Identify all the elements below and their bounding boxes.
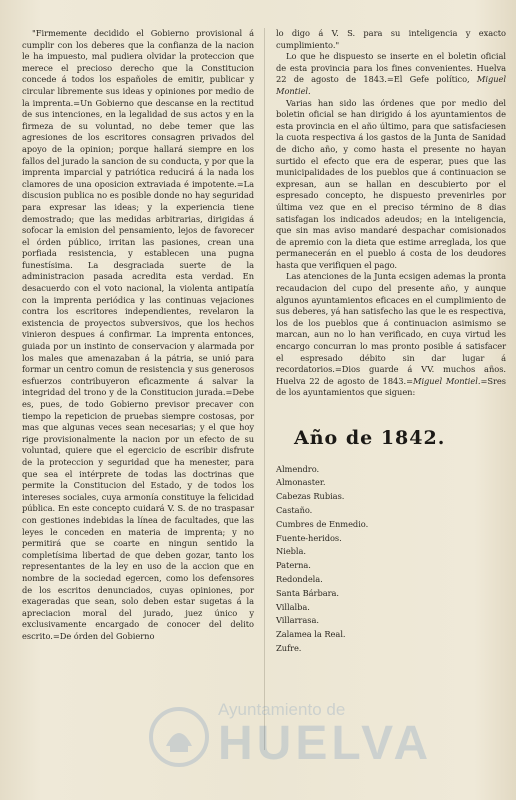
town-item: Zufre.: [276, 642, 302, 653]
town-item: Almendro.: [276, 463, 320, 474]
town-item: Cabezas Rubias.: [276, 491, 345, 502]
collection-notice-text: Las atenciones de la Junta ecsigen ademas la pronta recaudacion del cupo del presente año, y aunque algunos ayuntamientos eficaces en el cumplimiento de sus deberes, yá han satisfecho las que le es respectiva, los de los pueblos que á continuacion asimismo se marcan, aun no lo han verificado, en cuya virtud les encargo concurran lo mas pronto posible á satisfacer el espresado débito sin dar lugar á recordatorios.=Dios guarde á VV. muchos años. Huelva 22 de agosto de 1843.=: [276, 271, 506, 386]
column-divider: [264, 28, 265, 750]
town-item: Castaño.: [276, 504, 313, 515]
town-list: [276, 463, 506, 656]
publication-notice: [276, 51, 506, 97]
collection-notice-tail: =Sres de los ayuntamientos que siguen:: [276, 375, 506, 398]
closing-text: lo digo á V. S. para su inteligencia y exacto cumplimiento.": [276, 28, 506, 50]
city-crest-icon: [148, 706, 210, 768]
town-item: Villalba.: [276, 601, 310, 612]
town-item: Cumbres de Enmedio.: [276, 518, 369, 529]
town-item: Villarrasa.: [276, 615, 319, 626]
left-column: [22, 28, 254, 642]
watermark-main-text: HUELVA: [218, 717, 433, 770]
town-item: Almonaster.: [276, 477, 326, 488]
watermark-top-text: Ayuntamiento de: [218, 700, 346, 719]
watermark: [148, 700, 438, 780]
town-item: Redondela.: [276, 573, 323, 584]
town-item: Santa Bárbara.: [276, 587, 340, 598]
publication-notice-text: Lo que he dispuesto se inserte en el boletin oficial de esta provincia para los fines convenientes. Huelva 22 de agosto de 1843.=El Gefe político,: [276, 51, 506, 85]
health-board-notice: Varias han sido las órdenes que por medio del boletin oficial se han dirigido á los ayuntamientos de esta provincia en el año último, para que satisfaciesen la cuota respectiva á los gastos de la Junta de Sanidad de dicho año, y como hasta el presente no hayan surtido el efecto que era de esperar, pues que las municipalidades de los pueblos que á continuacion se expresan, aun se hallan en descubierto por el espresado concepto, he dispuesto prevenirles por última vez que en el preciso término de 8 dias satisfagan los indicados adeudos; en la inteligencia, que sin mas aviso mandaré despachar comisionados de apremio con la dieta que estime arreglada, los que permanecerán en el pueblo á costa de los deudores hasta que verifiquen el pago.: [276, 97, 506, 270]
town-item: Zalamea la Real.: [276, 629, 346, 640]
signature-name: Miguel Montiel.: [276, 74, 506, 96]
right-column: [276, 28, 506, 656]
year-heading: Año de 1842.: [294, 427, 446, 449]
town-item: Paterna.: [276, 560, 311, 571]
town-item: Niebla.: [276, 546, 307, 557]
town-item: Fuente-heridos.: [276, 532, 342, 543]
collection-notice: [276, 271, 506, 399]
left-column-paragraph: "Firmemente decidido el Gobierno provisional á cumplir con los deberes que la confianza de la nacion le ha impuesto, mal pudiera olvidar la proteccion que merece el precioso derecho que la Constitucion concede á todos los españoles de emitir, publicar y circular libremente sus ideas y opiniones por medio de la imprenta.=Un Gobierno que descanse en la rectitud de sus intenciones, en la legalidad de sus actos y en la firmeza de su voluntad, no debe temer que las agresiones de los escritores consagren privados del apoyo de la opinion; porque hallará siempre en los fallos del jurado la sancion de su conducta, y por que la imprenta imparcial y patriótica reducirá á la nada los clamores de una oposicion extraviada é impotente.=La discusion publica no es posible donde no hay seguridad para expresar las ideas; y la experiencia tiene demostrado; que las medidas arbitrarias, dirigidas á sofocar la emision del pensamiento, lejos de favorecer el órden público, irritan las pasiones, crean una porfiada resistencia, y establecen una pugna funestísima. La desgraciada suerte de la administracion pasada acredita esta verdad. En desacuerdo con el voto nacional, la violenta antipatía con la imprenta periódica y las continuas vejaciones contra los escritores independientes, revelaron la existencia de proyectos subversivos, que los hechos vinieron despues á confirmar. La imprenta entonces, guiada por un instinto de conservacion y alarmada por los males que amenazaban á la pátria, se unió para formar un centro comun de resistencia y sus generosos esfuerzos contribuyeron eficazmente á salvar la integridad del trono y de la Constitucion jurada.=Debe es, pues, de todo Gobierno previsor precaver con tiempo la repeticion de pruebas siempre costosas, por mas que algunas veces sean necesarias; y el que hoy rige provisionalmente la nacion por un efecto de su voluntad, quiere que el egercicio de escribir disfrute de la proteccion y seguridad que ha menester, para que sea el intérprete de todas las doctrinas que permite la Constitucion del Estado, y de todos los intereses sociales, cuya armonía constituye la felicidad pública. En este concepto cuidará V. S. de no traspasar con gestiones indebidas la línea de facultades, que las leyes le conceden en materia de imprenta; y no permitirá que se coarte en ningun sentido la completísima libertad de que deben gozar, tanto los representantes de la ley en uso de la accion que en nombre de la sociedad egercen, como los defensores de los escritos denunciados, cuyas opiniones, por exageradas que sean, solo deben estar sugetas á la apreciacion moral del jurado, juez único y exclusivamente encargado de conocer del delito escrito.=De órden del Gobierno: [22, 28, 254, 641]
signature-name-2: Miguel Montiel.: [413, 375, 481, 386]
